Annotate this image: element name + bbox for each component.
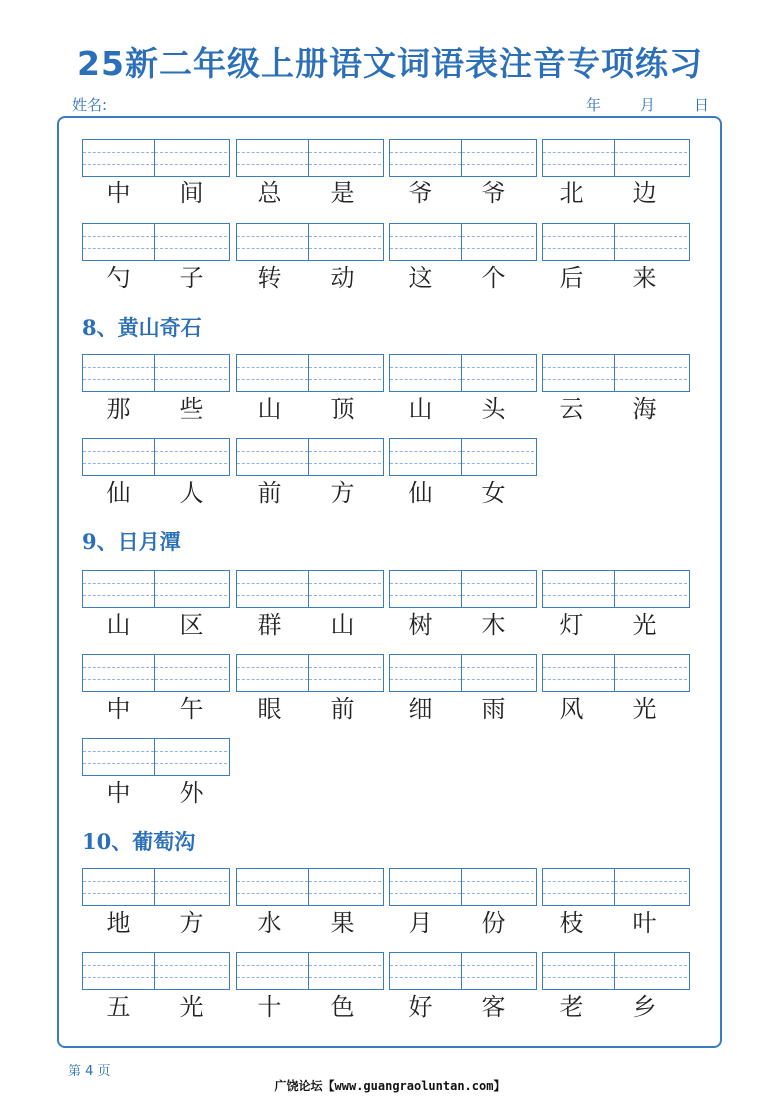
pinyin-cell[interactable] <box>462 439 534 475</box>
section-title-8: 8、黄山奇石 <box>82 315 202 340</box>
pinyin-box[interactable] <box>389 438 537 476</box>
pinyin-cell[interactable] <box>155 953 227 989</box>
character-row <box>82 176 681 210</box>
hanzi-character: 间 <box>179 179 204 207</box>
pinyin-box[interactable] <box>236 223 384 261</box>
pinyin-box[interactable] <box>82 738 230 776</box>
pinyin-cell[interactable] <box>155 571 227 607</box>
pinyin-cell[interactable] <box>83 953 155 989</box>
pinyin-cell[interactable] <box>615 224 687 260</box>
pinyin-cell[interactable] <box>155 224 227 260</box>
hanzi-character: 份 <box>481 909 506 937</box>
pinyin-cell[interactable] <box>237 953 309 989</box>
hanzi-character: 爷 <box>481 179 506 207</box>
hanzi-character: 是 <box>330 179 355 207</box>
hanzi-character: 区 <box>179 611 204 639</box>
hanzi-character: 个 <box>481 264 506 292</box>
pinyin-cell[interactable] <box>237 869 309 905</box>
hanzi-character: 中 <box>106 179 131 207</box>
pinyin-box[interactable] <box>389 570 537 608</box>
hanzi-character: 枝 <box>559 909 584 937</box>
character-row <box>82 608 681 642</box>
pinyin-cell[interactable] <box>155 140 227 176</box>
pinyin-cell[interactable] <box>155 439 227 475</box>
hanzi-character: 总 <box>257 179 282 207</box>
pinyin-cell[interactable] <box>237 224 309 260</box>
hanzi-character: 中 <box>106 779 131 807</box>
hanzi-character: 爷 <box>408 179 433 207</box>
pinyin-cell[interactable] <box>543 655 615 691</box>
pinyin-box[interactable] <box>82 139 230 177</box>
pinyin-box[interactable] <box>542 868 690 906</box>
hanzi-character: 地 <box>106 909 131 937</box>
hanzi-character: 木 <box>481 611 506 639</box>
pinyin-box[interactable] <box>542 654 690 692</box>
pinyin-cell[interactable] <box>615 140 687 176</box>
hanzi-character: 顶 <box>330 395 355 423</box>
hanzi-character: 乡 <box>632 993 657 1021</box>
pinyin-cell[interactable] <box>83 140 155 176</box>
pinyin-cell[interactable] <box>309 439 381 475</box>
hanzi-character: 女 <box>481 479 506 507</box>
hanzi-character: 来 <box>632 264 657 292</box>
character-row <box>82 261 681 295</box>
hanzi-character: 老 <box>559 993 584 1021</box>
date-day: 日 <box>694 96 710 114</box>
hanzi-character: 仙 <box>408 479 433 507</box>
hanzi-character: 光 <box>179 993 204 1021</box>
hanzi-character: 好 <box>408 993 433 1021</box>
pinyin-cell[interactable] <box>462 655 534 691</box>
pinyin-cell[interactable] <box>155 869 227 905</box>
hanzi-character: 子 <box>179 264 204 292</box>
pinyin-cell[interactable] <box>237 140 309 176</box>
hanzi-character: 海 <box>632 395 657 423</box>
hanzi-character: 这 <box>408 264 433 292</box>
hanzi-character: 动 <box>330 264 355 292</box>
pinyin-cell[interactable] <box>390 355 462 391</box>
pinyin-cell[interactable] <box>83 571 155 607</box>
date-month: 月 <box>640 96 656 114</box>
hanzi-character: 客 <box>481 993 506 1021</box>
hanzi-character: 五 <box>106 993 131 1021</box>
pinyin-cell[interactable] <box>83 355 155 391</box>
pinyin-cell[interactable] <box>83 869 155 905</box>
pinyin-cell[interactable] <box>155 739 227 775</box>
pinyin-cell[interactable] <box>462 355 534 391</box>
pinyin-cell[interactable] <box>237 655 309 691</box>
pinyin-cell[interactable] <box>615 655 687 691</box>
character-row <box>82 476 530 510</box>
hanzi-character: 灯 <box>559 611 584 639</box>
character-row <box>82 990 681 1024</box>
pinyin-cell[interactable] <box>390 869 462 905</box>
hanzi-character: 边 <box>632 179 657 207</box>
pinyin-box[interactable] <box>236 139 384 177</box>
hanzi-character: 前 <box>330 695 355 723</box>
pinyin-cell[interactable] <box>390 140 462 176</box>
pinyin-cell[interactable] <box>309 655 381 691</box>
hanzi-character: 光 <box>632 611 657 639</box>
hanzi-character: 方 <box>330 479 355 507</box>
pinyin-cell[interactable] <box>462 869 534 905</box>
site-footer: 广饶论坛【www.guangraoluntan.com】 <box>274 1079 506 1093</box>
hanzi-character: 些 <box>179 395 204 423</box>
pinyin-box[interactable] <box>236 438 384 476</box>
pinyin-cell[interactable] <box>390 655 462 691</box>
hanzi-character: 果 <box>330 909 355 937</box>
hanzi-character: 群 <box>257 611 282 639</box>
pinyin-box[interactable] <box>389 139 537 177</box>
pinyin-cell[interactable] <box>309 869 381 905</box>
pinyin-box[interactable] <box>82 223 230 261</box>
pinyin-box[interactable] <box>542 354 690 392</box>
hanzi-character: 勺 <box>106 264 131 292</box>
hanzi-character: 外 <box>179 779 204 807</box>
pinyin-box[interactable] <box>542 139 690 177</box>
pinyin-box[interactable] <box>542 952 690 990</box>
hanzi-character: 云 <box>559 395 584 423</box>
pinyin-cell[interactable] <box>543 571 615 607</box>
pinyin-box[interactable] <box>236 868 384 906</box>
hanzi-character: 山 <box>257 395 282 423</box>
hanzi-character: 北 <box>559 179 584 207</box>
character-row <box>82 692 681 726</box>
pinyin-box[interactable] <box>236 654 384 692</box>
pinyin-cell[interactable] <box>462 224 534 260</box>
hanzi-character: 细 <box>408 695 433 723</box>
pinyin-box[interactable] <box>542 570 690 608</box>
hanzi-character: 树 <box>408 611 433 639</box>
hanzi-character: 后 <box>559 264 584 292</box>
pinyin-cell[interactable] <box>83 739 155 775</box>
pinyin-box[interactable] <box>389 223 537 261</box>
pinyin-cell[interactable] <box>390 953 462 989</box>
hanzi-character: 那 <box>106 395 131 423</box>
pinyin-cell[interactable] <box>390 439 462 475</box>
hanzi-character: 眼 <box>257 695 282 723</box>
pinyin-cell[interactable] <box>543 869 615 905</box>
pinyin-cell[interactable] <box>309 355 381 391</box>
hanzi-character: 叶 <box>632 909 657 937</box>
pinyin-box[interactable] <box>236 952 384 990</box>
pinyin-box[interactable] <box>82 654 230 692</box>
hanzi-character: 山 <box>106 611 131 639</box>
pinyin-box[interactable] <box>389 868 537 906</box>
hanzi-character: 水 <box>257 909 282 937</box>
pinyin-cell[interactable] <box>462 953 534 989</box>
pinyin-cell[interactable] <box>615 953 687 989</box>
pinyin-cell[interactable] <box>309 140 381 176</box>
pinyin-cell[interactable] <box>237 571 309 607</box>
hanzi-character: 中 <box>106 695 131 723</box>
pinyin-box[interactable] <box>82 438 230 476</box>
hanzi-character: 雨 <box>481 695 506 723</box>
pinyin-box[interactable] <box>389 354 537 392</box>
pinyin-box[interactable] <box>389 654 537 692</box>
hanzi-character: 午 <box>179 695 204 723</box>
pinyin-cell[interactable] <box>462 571 534 607</box>
section-title-10: 10、葡萄沟 <box>82 829 196 854</box>
page-number: 第 4 页 <box>68 1064 111 1079</box>
pinyin-cell[interactable] <box>543 355 615 391</box>
pinyin-cell[interactable] <box>83 439 155 475</box>
hanzi-character: 月 <box>408 909 433 937</box>
hanzi-character: 风 <box>559 695 584 723</box>
pinyin-cell[interactable] <box>390 571 462 607</box>
pinyin-cell[interactable] <box>83 655 155 691</box>
page-title: 25新二年级上册语文词语表注音专项练习 <box>77 44 703 83</box>
hanzi-character: 山 <box>330 611 355 639</box>
character-row <box>82 906 681 940</box>
section-title-9: 9、日月潭 <box>82 529 181 554</box>
name-label: 姓名: <box>72 96 108 114</box>
pinyin-cell[interactable] <box>615 355 687 391</box>
pinyin-cell[interactable] <box>309 953 381 989</box>
pinyin-cell[interactable] <box>155 655 227 691</box>
pinyin-box[interactable] <box>82 868 230 906</box>
pinyin-cell[interactable] <box>543 953 615 989</box>
character-row <box>82 776 228 810</box>
hanzi-character: 人 <box>179 479 204 507</box>
hanzi-character: 仙 <box>106 479 131 507</box>
pinyin-cell[interactable] <box>237 355 309 391</box>
character-row <box>82 392 681 426</box>
pinyin-cell[interactable] <box>543 224 615 260</box>
pinyin-cell[interactable] <box>390 224 462 260</box>
pinyin-box[interactable] <box>236 570 384 608</box>
hanzi-character: 山 <box>408 395 433 423</box>
hanzi-character: 头 <box>481 395 506 423</box>
hanzi-character: 前 <box>257 479 282 507</box>
hanzi-character: 转 <box>257 264 282 292</box>
hanzi-character: 色 <box>330 993 355 1021</box>
pinyin-cell[interactable] <box>615 869 687 905</box>
pinyin-cell[interactable] <box>615 571 687 607</box>
pinyin-box[interactable] <box>389 952 537 990</box>
hanzi-character: 光 <box>632 695 657 723</box>
pinyin-cell[interactable] <box>237 439 309 475</box>
pinyin-box[interactable] <box>82 952 230 990</box>
pinyin-cell[interactable] <box>155 355 227 391</box>
pinyin-cell[interactable] <box>462 140 534 176</box>
pinyin-cell[interactable] <box>309 571 381 607</box>
pinyin-cell[interactable] <box>309 224 381 260</box>
hanzi-character: 十 <box>257 993 282 1021</box>
pinyin-box[interactable] <box>82 354 230 392</box>
pinyin-box[interactable] <box>542 223 690 261</box>
pinyin-cell[interactable] <box>83 224 155 260</box>
pinyin-box[interactable] <box>82 570 230 608</box>
pinyin-box[interactable] <box>236 354 384 392</box>
pinyin-cell[interactable] <box>543 140 615 176</box>
hanzi-character: 方 <box>179 909 204 937</box>
date-year: 年 <box>586 96 602 114</box>
